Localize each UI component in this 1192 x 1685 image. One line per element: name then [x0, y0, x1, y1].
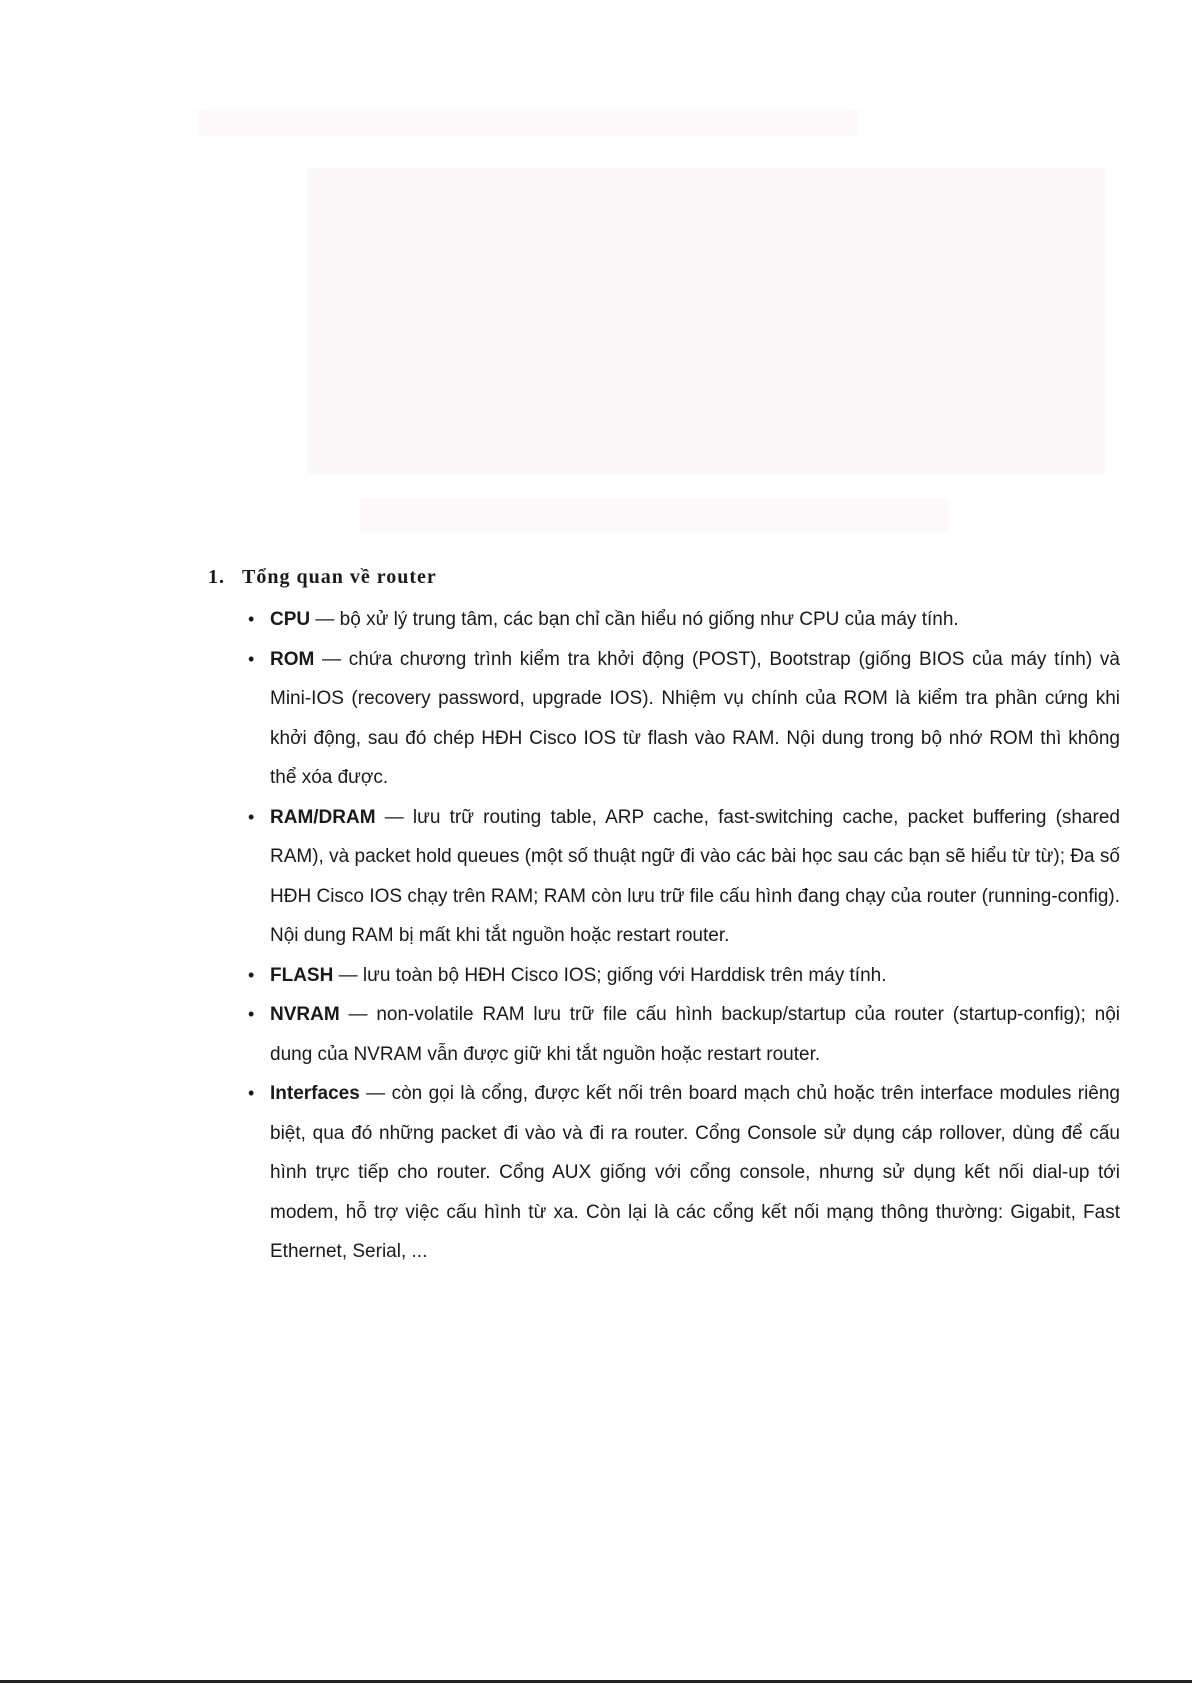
section-heading [208, 566, 437, 589]
term-label: Interfaces [270, 1083, 360, 1104]
faded-header-band [198, 110, 858, 136]
term-description: — lưu toàn bộ HĐH Cisco IOS; giống với Harddisk trên máy tính. [333, 964, 887, 986]
page-bottom-rule [0, 1680, 1192, 1683]
list-item-ram [248, 798, 1120, 956]
section-number: 1. [208, 566, 225, 588]
component-list [248, 600, 1120, 1272]
bullet-icon: • [248, 1083, 255, 1103]
section-title: Tổng quan về router [242, 566, 437, 588]
term-description: — non-volatile RAM lưu trữ file cấu hình backup/startup của router (startup-config); nội dung của NVRAM vẫn được giữ khi tắt nguồn hoặc restart router. [270, 1004, 1120, 1065]
bullet-icon: • [248, 964, 255, 985]
term-description: — bộ xử lý trung tâm, các bạn chỉ cần hiểu nó giống như CPU của máy tính. [310, 609, 959, 630]
list-item-interfaces [248, 1074, 1120, 1272]
faded-image-area [307, 168, 1105, 474]
list-item-cpu [248, 600, 1120, 640]
faded-caption-band [360, 498, 948, 532]
term-description: — còn gọi là cổng, được kết nối trên board mạch chủ hoặc trên interface modules riêng biệt, qua đó những packet đi vào và đi ra router. Cổng Console sử dụng cáp rollover, dùng để cấu hình trực tiếp cho router. Cổng AUX giống với cổng console, nhưng sử dụng kết nối dial-up tới modem, hỗ trợ việc cấu hình từ xa. Còn lại là các cổng kết nối mạng thông thường: Gigabit, Fast Ethernet, Serial, ... [270, 1083, 1120, 1262]
term-description: — chứa chương trình kiểm tra khởi động (POST), Bootstrap (giống BIOS của máy tính) và Mini-IOS (recovery password, upgrade IOS). Nhiệm vụ chính của ROM là kiểm tra phần cứng khi khởi động, sau đó chép HĐH Cisco IOS từ flash vào RAM. Nội dung trong bộ nhớ ROM thì không thể xóa được. [270, 648, 1120, 788]
term-label: ROM [270, 648, 315, 670]
term-description: — lưu trữ routing table, ARP cache, fast-switching cache, packet buffering (shared RAM), và packet hold queues (một số thuật ngữ đi vào các bài học sau các bạn sẽ hiểu từ từ); Đa số HĐH Cisco IOS chạy trên RAM; RAM còn lưu trữ file cấu hình đang chạy của router (running-config). Nội dung RAM bị mất khi tắt nguồn hoặc restart router. [270, 806, 1120, 946]
list-item-flash [248, 956, 1120, 996]
term-label: CPU [270, 609, 311, 630]
term-label: RAM/DRAM [270, 806, 376, 828]
list-item-nvram [248, 995, 1120, 1074]
bullet-icon: • [248, 609, 255, 629]
list-item-rom [248, 640, 1120, 798]
term-label: NVRAM [270, 1004, 340, 1025]
bullet-icon: • [248, 806, 255, 827]
bullet-icon: • [248, 1004, 255, 1024]
bullet-icon: • [248, 648, 255, 669]
term-label: FLASH [270, 964, 334, 986]
